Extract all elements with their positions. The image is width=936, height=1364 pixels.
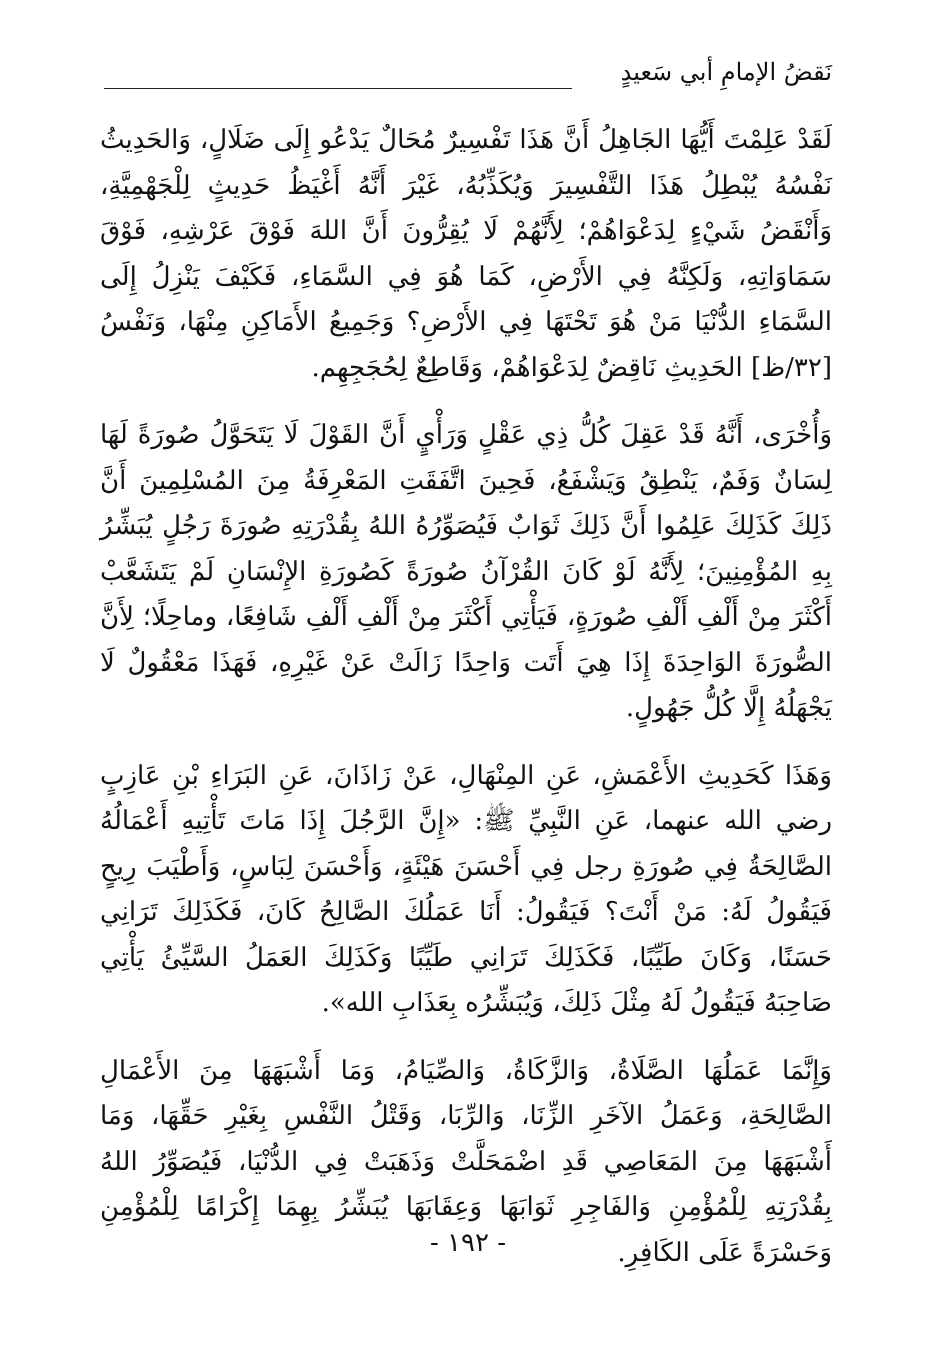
paragraph-2: وَأُخْرَى، أَنَّهُ قَدْ عَقِلَ كُلُّ ذِي عَقْلٍ وَرَأْيٍ أَنَّ القَوْلَ لَا يَتَحَوَّلُ صُورَةً لَهَا لِسَانٌ وَفَمٌ، يَنْطِقُ وَيَشْفَعُ، فَحِينَ اتَّفَقَتِ المَعْرِفَةُ مِنَ المُسْلِمِينَ أَنَّ ذَلِكَ كَذَلِكَ عَلِمُوا أَنَّ ذَلِكَ ثَوَابٌ فَيُصَوِّرُهُ اللهُ بِقُدْرَتِهِ صُورَةَ رَجُلٍ يُبَشِّرُ بِهِ المُؤْمِنِينَ؛ لِأَنَّهُ لَوْ كَانَ القُرْآنُ صُورَةً كَصُورَةِ الإِنْسَانِ لَمْ يَتَشَعَّبْ أَكْثَرَ مِنْ أَلْفِ أَلْفِ صُورَةٍ، فَيَأْتِي أَكْثَرَ مِنْ أَلْفِ أَلْفِ شَافِعًا، وماحِلًا؛ لِأَنَّ الصُّورَةَ الوَاحِدَةَ إِذَا هِيَ أَتَت وَاحِدًا زَالَتْ عَنْ غَيْرِهِ، فَهَذَا مَعْقُولٌ لَا يَجْهَلُهُ إِلَّا كُلُّ جَهُولٍ. (100, 420, 832, 723)
running-header (104, 58, 832, 98)
paragraph-gap (100, 391, 832, 413)
paragraph-gap (100, 1027, 832, 1049)
paragraph-4: وَإِنَّمَا عَمَلُهَا الصَّلَاةُ، وَالزَّكَاةُ، وَالصِّيَامُ، وَمَا أَشْبَهَهَا مِنَ الأَعْمَالِ الصَّالِحَةِ، وَعَمَلُ الآخَرِ الزِّنَا، وَالرِّبَا، وَقَتْلُ النَّفْسِ بِغَيْرِ حَقِّهَا، وَمَا أَشْبَهَهَا مِنَ المَعَاصِي قَدِ اضْمَحَلَّتْ وَذَهَبَتْ فِي الدُّنْيَا، فَيُصَوِّرُ اللهُ بِقُدْرَتِهِ لِلْمُؤْمِنِ وَالفَاجِرِ ثَوَابَهَا وَعِقَابَهَا يُبَشِّرُ بِهِمَا إِكْرَامًا لِلْمُؤْمِنِ وَحَسْرَةً عَلَى الكَافِرِ. (100, 1055, 832, 1268)
body-text (100, 118, 832, 1276)
paragraph-1: لَقَدْ عَلِمْتَ أَيُّهَا الجَاهِلُ أَنَّ هَذَا تَفْسِيرٌ مُحَالٌ يَدْعُو إِلَى ضَلَالٍ، وَالحَدِيثُ نَفْسُهُ يُبْطِلُ هَذَا التَّفْسِيرَ وَيُكَذِّبُهُ، غَيْرَ أَنَّهُ أَغْيَظُ حَدِيثٍ لِلْجَهْمِيَّةِ، وَأَنْقَضُ شَيْءٍ لِدَعْوَاهُمْ؛ لِأَنَّهُمْ لَا يُقِرُّونَ أَنَّ اللهَ فَوْقَ عَرْشِهِ، فَوْقَ سَمَاوَاتِهِ، وَلَكِنَّهُ فِي الأَرْضِ، كَمَا هُوَ فِي السَّمَاءِ، فَكَيْفَ يَنْزِلُ إِلَى السَّمَاءِ الدُّنْيَا مَنْ هُوَ تَحْتَهَا فِي الأَرْضِ؟ وَجَمِيعُ الأَمَاكِنِ مِنْهَا، وَنَفْسُ [٣٢/ظ] الحَدِيثِ نَاقِضٌ لِدَعْوَاهُمْ، وَقَاطِعٌ لِحُجَجِهِم. (100, 125, 832, 383)
header-title: نَقضُ الإمامِ أبي سَعيدٍ (620, 58, 832, 86)
paragraph-3: وَهَذَا كَحَدِيثِ الأَعْمَشِ، عَنِ المِنْهَالِ، عَنْ زَاذَانَ، عَنِ البَرَاءِ بْنِ عَازِبٍ رضي الله عنهما، عَنِ النَّبِيِّ ﷺ: «إِنَّ الرَّجُلَ إِذَا مَاتَ تَأْتِيهِ أَعْمَالُهُ الصَّالِحَةُ فِي صُورَةِ رجل فِي أَحْسَنَ هَيْئَةٍ، وَأَحْسَنَ لِبَاسٍ، وَأَطْيَبَ رِيحٍ فَيَقُولُ لَهُ: مَنْ أَنْتَ؟ فَيَقُولُ: أَنَا عَمَلُكَ الصَّالِحُ كَانَ، فَكَذَلِكَ تَرَانِي حَسَنًا، وَكَانَ طَيِّبًا، فَكَذَلِكَ تَرَانِي طَيِّبًا وَكَذَلِكَ العَمَلُ السَّيِّئُ يَأْتِي صَاحِبَهُ فَيَقُولُ لَهُ مِثْلَ ذَلِكَ، وَيُبَشِّرُه بِعَذَابِ الله». (100, 760, 832, 1018)
page-number: - ١٩٢ - (429, 1228, 507, 1258)
paragraph-gap (100, 732, 832, 754)
header-rule (104, 88, 572, 89)
